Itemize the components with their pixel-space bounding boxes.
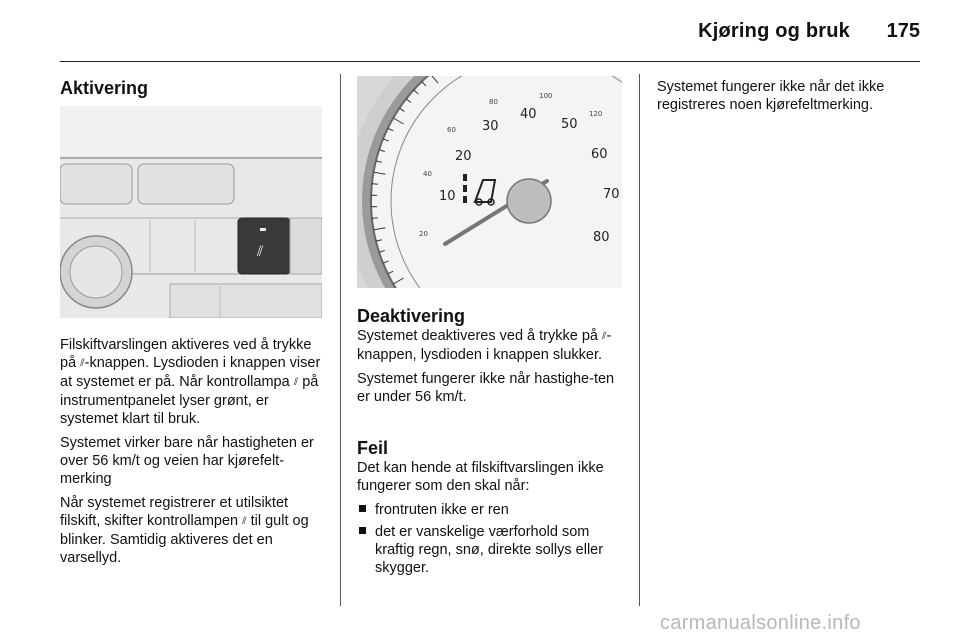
speedometer-tick bbox=[372, 184, 378, 185]
section-heading-fault: Feil bbox=[357, 438, 389, 458]
kmh-label-80: 80 bbox=[489, 98, 498, 106]
activation-paragraph-2: Systemet virker bare når hastigheten er over 56 km/t og veien har kjørefelt-merking bbox=[60, 435, 314, 487]
figure-dashboard-button bbox=[60, 106, 322, 318]
chapter-title: Kjøring og bruk bbox=[698, 20, 850, 42]
list-item-text: frontruten ikke er ren bbox=[375, 502, 509, 518]
text-run: -knappen. Lysdioden i knappen viser at systemet er på. Når kontrollampa bbox=[60, 355, 321, 390]
activation-text bbox=[60, 336, 324, 573]
speedometer-tick bbox=[372, 218, 378, 219]
bullet-square-icon bbox=[359, 505, 366, 512]
page-header bbox=[0, 0, 960, 62]
fault-section bbox=[357, 438, 623, 581]
lane-departure-icon: ⫽ bbox=[602, 331, 607, 342]
activation-paragraph-3 bbox=[60, 494, 324, 567]
speedometer-illustration bbox=[357, 76, 622, 288]
text-run: Filskiftvarslingen aktiveres ved å trykke på bbox=[60, 337, 312, 371]
section-heading-activation: Aktivering bbox=[60, 78, 149, 98]
kmh-label-60: 60 bbox=[447, 126, 456, 134]
list-item bbox=[357, 523, 623, 577]
mph-label-80: 80 bbox=[593, 230, 610, 245]
column-divider-2 bbox=[639, 74, 640, 606]
text-run: -knappen, lysdioden i knappen slukker. bbox=[357, 328, 612, 363]
lane-departure-icon: ⫽ bbox=[293, 377, 299, 388]
needle-hub bbox=[507, 179, 551, 223]
kmh-label-40: 40 bbox=[423, 170, 432, 178]
deactivation-paragraph-1 bbox=[357, 327, 623, 364]
watermark: carmanualsonline.info bbox=[660, 612, 861, 634]
text-run: Når systemet registrerer et utilsiktet filskift, skifter kontrollampen bbox=[60, 495, 289, 529]
mph-label-30: 30 bbox=[482, 119, 499, 134]
mph-label-60: 60 bbox=[591, 147, 608, 162]
list-item bbox=[357, 501, 623, 519]
deactivation-section bbox=[357, 306, 623, 412]
lane-departure-icon: ⫽ bbox=[80, 358, 85, 369]
mph-label-20: 20 bbox=[455, 149, 472, 164]
figure-speedometer bbox=[357, 76, 622, 288]
bullet-square-icon bbox=[359, 527, 366, 534]
section-heading-deactivation: Deaktivering bbox=[357, 306, 466, 326]
activation-paragraph-1 bbox=[60, 336, 324, 428]
header-divider bbox=[60, 61, 920, 62]
mph-label-50: 50 bbox=[561, 117, 578, 132]
text-run: til gult og blinker. Samtidig aktiveres det en varsellyd. bbox=[60, 513, 309, 566]
mph-label-70: 70 bbox=[603, 187, 620, 202]
no-lane-marking-paragraph: Systemet fungerer ikke når det ikke registreres noen kjørefeltmerking. bbox=[657, 79, 885, 113]
kmh-label-100: 100 bbox=[539, 92, 553, 100]
column-3-text bbox=[657, 78, 922, 120]
page-number: 175 bbox=[886, 20, 920, 42]
text-run: Systemet deaktiveres ved å trykke på bbox=[357, 328, 602, 344]
column-divider-1 bbox=[340, 74, 341, 606]
mph-label-40: 40 bbox=[520, 107, 537, 122]
fault-intro: Det kan hende at filskiftvarslingen ikke fungerer som den skal når: bbox=[357, 460, 604, 494]
kmh-label-20: 20 bbox=[419, 230, 428, 238]
deactivation-paragraph-2: Systemet fungerer ikke når hastighe-ten er under 56 km/t. bbox=[357, 371, 615, 405]
lane-departure-icon: ⫽ bbox=[242, 516, 247, 527]
text-run: på instrumentpanelet lyser grønt, er systemet klart til bruk. bbox=[60, 374, 319, 427]
kmh-label-120: 120 bbox=[589, 110, 603, 118]
dashboard-button-illustration bbox=[60, 106, 322, 318]
svg-text:⫽: ⫽ bbox=[257, 244, 264, 260]
mph-label-10: 10 bbox=[439, 189, 456, 204]
list-item-text: det er vanskelige værforhold som kraftig regn, snø, direkte sollys eller skygger. bbox=[375, 524, 604, 576]
fault-list bbox=[357, 501, 623, 577]
